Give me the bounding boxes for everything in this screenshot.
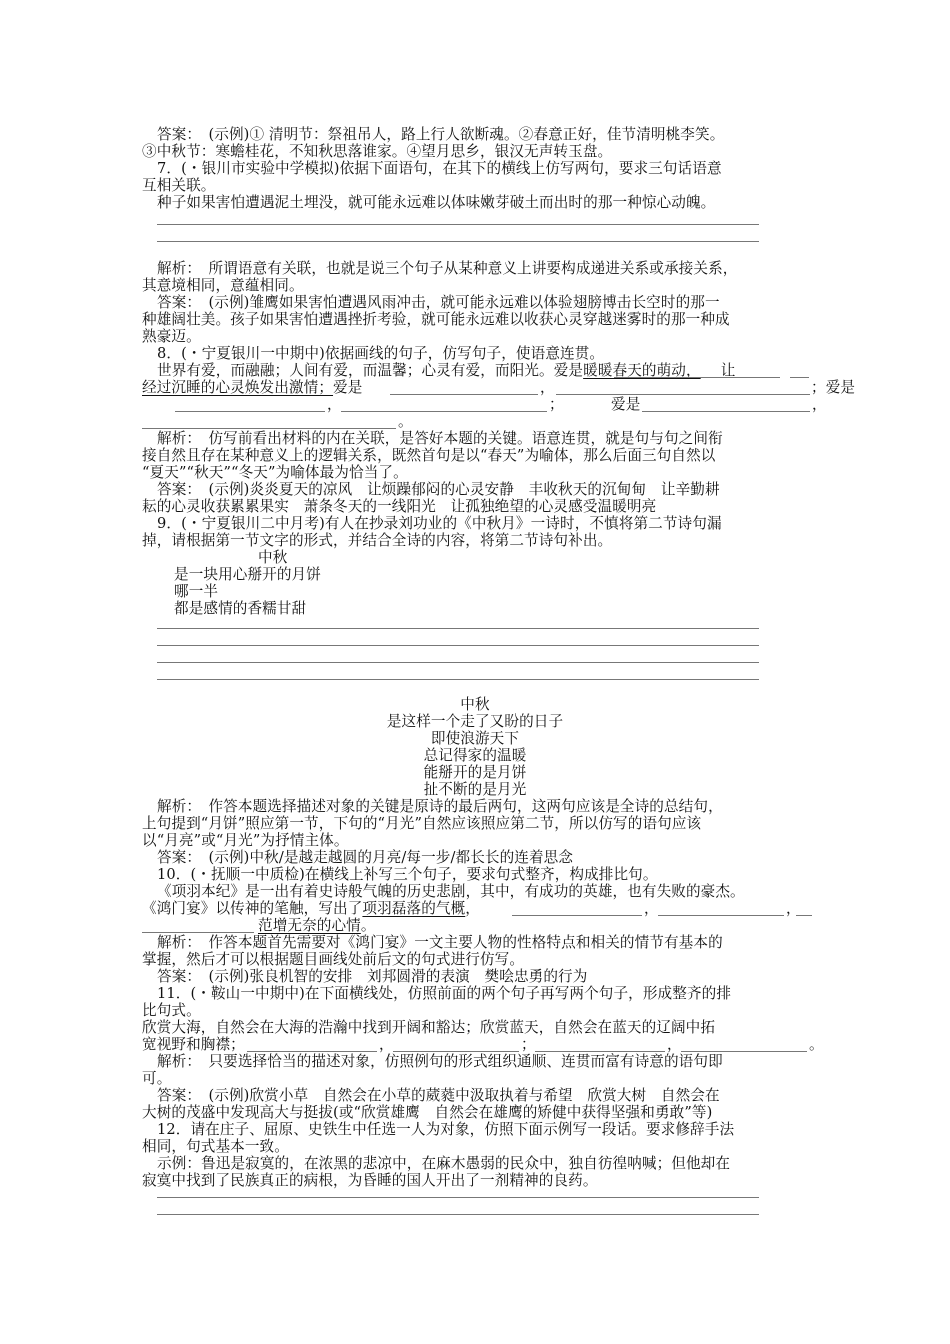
text-line: 接自然且存在某种意义上的逻辑关系，既然首句是以“春天”为喻体，那么后面三句自然以 xyxy=(142,447,716,464)
text-line xyxy=(258,917,376,934)
text-segment: 爱是 xyxy=(611,396,641,413)
text-segment: ， xyxy=(786,900,801,917)
text-line: 以“月亮”或“月光”为抒情主体。 xyxy=(142,832,349,849)
analysis-line: 解析： 只要选择恰当的描述对象，仿照例句的形式组织通顺、连贯而富有诗意的语句即 xyxy=(157,1053,723,1070)
fill-blank[interactable] xyxy=(535,1051,665,1052)
poem-line: 都是感情的香糯甘甜 xyxy=(174,600,307,617)
answer-blank-line[interactable] xyxy=(157,241,759,242)
text-segment: ； xyxy=(549,396,564,413)
answer-blank-line[interactable] xyxy=(157,628,759,629)
question-7: 7．(・银川市实验中学模拟)依据下面语句，在其下的横线上仿写两句，要求三句话语意 xyxy=(157,160,722,177)
text-segment: ， xyxy=(644,900,659,917)
poem-title: 中秋 xyxy=(258,549,288,566)
text-line: 耘的心灵收获累累果实 萧条冬天的一线阳光 让孤独绝望的心灵感受温暖明亮 xyxy=(142,498,657,515)
text-line: 大树的茂盛中发现高大与挺拔(或“欣赏雄鹰 自然会在雄鹰的矫健中获得坚强和勇敢”等) xyxy=(142,1104,713,1121)
answer-line: 答案： (示例)欣赏小草 自然会在小草的葳蕤中汲取执着与希望 欣赏大树 自然会在 xyxy=(157,1087,720,1104)
underline-mark xyxy=(614,377,780,378)
text-line: “夏天”“秋天”“冬天”为喻体最为恰当了。 xyxy=(142,464,408,481)
text-line: 欣赏大海，自然会在大海的浩瀚中找到开阔和豁达；欣赏蓝天，自然会在蓝天的辽阔中拓 xyxy=(142,1019,716,1036)
text-segment: 《鸿门宴》以传神的笔触，写出了 xyxy=(142,900,363,917)
fill-blank[interactable] xyxy=(142,428,396,429)
fill-blank[interactable] xyxy=(512,915,642,916)
poem-answer-line: 即使浪游天下 xyxy=(430,730,520,747)
analysis-line: 解析： 仿写前看出材料的内在关联，是答好本题的关键。语意连贯，就是句与句之间衔 xyxy=(157,430,723,447)
fill-blank[interactable] xyxy=(390,394,538,395)
text-segment: 让 xyxy=(720,362,736,379)
question-10: 10．(・抚顺一中质检)在横线上补写三个句子，要求句式整齐，构成排比句。 xyxy=(157,866,658,883)
poem-answer-line: 是这样一个走了又盼的日子 xyxy=(386,713,564,730)
answer-blank-line[interactable] xyxy=(157,662,759,663)
underline-mark xyxy=(790,377,809,378)
text-segment: 宽视野和胸襟； xyxy=(142,1036,245,1053)
poem-answer-line: 中秋 xyxy=(460,696,490,713)
text-segment: 爱是 xyxy=(333,379,363,396)
underlined-phrase: 范增无奈的心情 xyxy=(258,917,361,934)
answer-line: 答案： (示例)中秋/是越走越圆的月亮/每一步/都长长的连着思念 xyxy=(157,849,574,866)
fill-blank[interactable] xyxy=(681,1051,807,1052)
text-line: 上句提到“月饼”照应第一节，下句的“月光”自然应该照应第二节，所以仿写的语句应该 xyxy=(142,815,702,832)
answer-blank-line[interactable] xyxy=(157,1197,759,1198)
text-segment: 。 xyxy=(360,917,376,934)
question-8: 8．(・宁夏银川一中期中)依据画线的句子，仿写句子，使语意连贯。 xyxy=(157,345,605,362)
fill-blank[interactable] xyxy=(556,394,810,395)
fill-blank[interactable] xyxy=(247,1051,377,1052)
answer-line: 答案： (示例)① 清明节：祭祖吊人，路上行人欲断魂。②春意正好，佳节清明桃李笑。 xyxy=(157,126,725,143)
answer-line: 答案： (示例)炎炎夏天的凉风 让烦躁郁闷的心灵安静 丰收秋天的沉甸甸 让辛勤耕 xyxy=(157,481,720,498)
text-line: ③中秋节：寒蟾桂花，不知秋思落谁家。④望月思乡，银汉无声转玉盘。 xyxy=(142,143,613,160)
text-line: 掉，请根据第一节文字的形式，并结合全诗的内容，将第二节诗句补出。 xyxy=(142,532,613,549)
text-segment: ， xyxy=(379,1036,394,1053)
answer-blank-line[interactable] xyxy=(157,1214,759,1215)
text-line: 相同，句式基本一致。 xyxy=(142,1138,289,1155)
text-line: 种子如果害怕遭遇泥土埋没，就可能永远难以体味嫩芽破土而出时的那一种惊心动魄。 xyxy=(157,194,716,211)
fill-blank[interactable] xyxy=(796,915,812,916)
poem-answer-line: 能掰开的是月饼 xyxy=(423,764,527,781)
analysis-line: 解析： 作答本题首先需要对《鸿门宴》一文主要人物的性格特点和相关的情节有基本的 xyxy=(157,934,723,951)
text-segment: 。 xyxy=(809,1036,824,1053)
answer-line: 答案： (示例)张良机智的安排 刘邦圆滑的表演 樊哙忠勇的行为 xyxy=(157,968,588,985)
text-segment: ， xyxy=(667,1036,682,1053)
answer-line: 答案： (示例)雏鹰如果害怕遭遇风雨冲击，就可能永远难以体验翅膀博击长空时的那一 xyxy=(157,294,720,311)
poem-line: 哪一半 xyxy=(174,583,219,600)
analysis-line: 解析： 所谓语意有关联，也就是说三个句子从某种意义上讲要构成递进关系或承接关系， xyxy=(157,260,738,277)
analysis-line: 解析： 作答本题选择描述对象的关键是原诗的最后两句，这两句应该是全诗的总结句， xyxy=(157,798,723,815)
text-line: 寂寞中找到了民族真正的病根，为昏睡的国人开出了一剂精神的良药。 xyxy=(142,1172,598,1189)
text-line: 熟豪迈。 xyxy=(142,328,201,345)
underlined-phrase: 项羽磊落的气概 xyxy=(362,900,466,917)
answer-blank-line[interactable] xyxy=(157,224,759,225)
question-12: 12．请在庄子、屈原、史铁生中任选一人为对象，仿照下面示例写一段话。要求修辞手法 xyxy=(157,1121,735,1138)
fill-blank[interactable] xyxy=(393,1051,519,1052)
poem-answer-line: 扯不断的是月光 xyxy=(423,781,527,798)
question-11: 11．(・鞍山一中期中)在下面横线处，仿照前面的两个句子再写两个句子，形成整齐的排 xyxy=(157,985,732,1002)
text-line xyxy=(142,900,480,917)
text-line xyxy=(142,379,362,396)
text-segment: 世界有爱，而融融；人间有爱，而温馨；心灵有爱，而阳光。爱是 xyxy=(157,362,584,379)
text-segment: ；爱是 xyxy=(811,379,856,396)
poem-line: 是一块用心掰开的月饼 xyxy=(174,566,321,583)
text-line: 种雄阔壮美。孩子如果害怕遭遇挫折考验，就可能永远难以收获心灵穿越迷雾时的那一种成 xyxy=(142,311,730,328)
fill-blank[interactable] xyxy=(341,411,547,412)
poem-answer-line: 总记得家的温暖 xyxy=(423,747,527,764)
question-9: 9．(・宁夏银川二中月考)有人在抄录刘功业的《中秋月》一诗时，不慎将第二节诗句漏 xyxy=(157,515,722,532)
text-line: 互相关联。 xyxy=(142,177,216,194)
text-line: 掌握，然后才可以根据题目画线处前后文的句式进行仿写。 xyxy=(142,951,525,968)
text-line: 可。 xyxy=(142,1070,172,1087)
text-segment: ， xyxy=(327,396,342,413)
text-segment: ， xyxy=(540,379,555,396)
text-line: 《项羽本纪》是一出有着史诗般气魄的历史悲剧，其中，有成功的英雄，也有失败的豪杰。 xyxy=(157,883,745,900)
underlined-phrase: 经过沉睡的心灵焕发出激情； xyxy=(142,379,334,396)
fill-blank[interactable] xyxy=(175,411,325,412)
fill-blank[interactable] xyxy=(142,932,254,933)
text-line: 其意境相同，意蕴相同。 xyxy=(142,277,304,294)
fill-blank[interactable] xyxy=(658,915,784,916)
text-segment: ， xyxy=(465,900,480,917)
answer-blank-line[interactable] xyxy=(157,679,759,680)
text-segment: ； xyxy=(521,1036,536,1053)
text-line: 示例：鲁迅是寂寞的，在浓黑的悲凉中，在麻木愚弱的民众中，独自彷徨呐喊；但他却在 xyxy=(157,1155,731,1172)
answer-blank-line[interactable] xyxy=(157,645,759,646)
underlined-phrase: 暖暖春天的萌动， xyxy=(583,362,701,379)
text-line: 比句式。 xyxy=(142,1002,201,1019)
text-segment: 。 xyxy=(398,413,413,430)
fill-blank[interactable] xyxy=(642,411,810,412)
text-segment: ， xyxy=(812,396,827,413)
